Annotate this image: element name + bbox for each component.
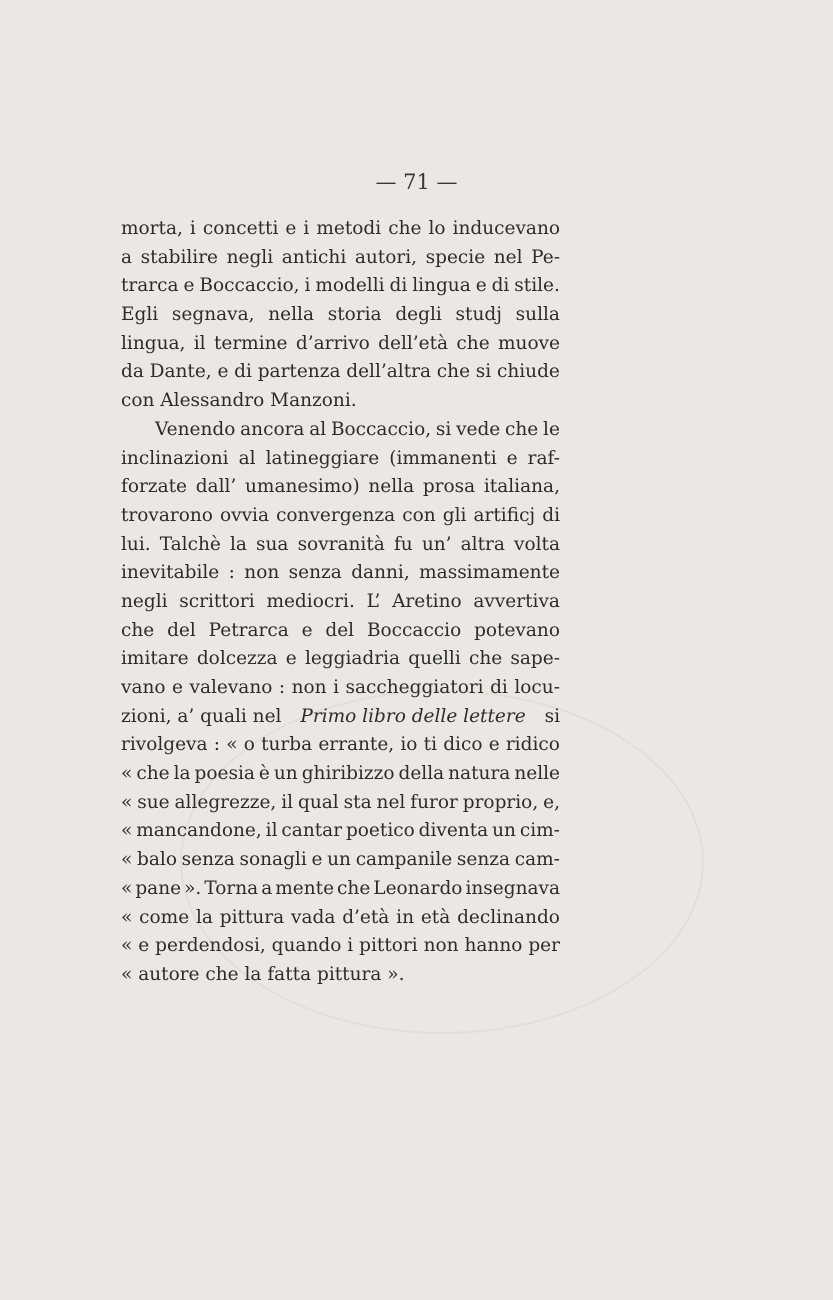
word: età xyxy=(420,906,451,928)
word: qual xyxy=(298,791,339,813)
word: ovvia xyxy=(220,504,269,526)
word: Talchè xyxy=(159,533,221,555)
word: e xyxy=(285,648,297,670)
word: che xyxy=(388,218,422,239)
text-line xyxy=(121,301,560,330)
word: sue xyxy=(137,791,170,813)
page-number: — 71 — xyxy=(375,170,458,194)
text-line xyxy=(121,645,560,674)
text-line xyxy=(121,875,560,904)
word: antichi xyxy=(281,246,347,268)
word: negli xyxy=(226,246,274,268)
word: ti xyxy=(423,734,438,756)
word: non xyxy=(291,677,327,698)
text-line xyxy=(121,588,560,617)
word: si xyxy=(475,361,492,383)
word: : xyxy=(228,562,235,584)
text-line xyxy=(121,272,560,301)
word: scrittori xyxy=(179,590,255,612)
text-line xyxy=(121,502,560,531)
text-line xyxy=(121,215,560,244)
word: di xyxy=(491,275,510,297)
word: ancora xyxy=(240,418,305,440)
word: Boccaccio, xyxy=(330,418,432,440)
word: non xyxy=(244,562,280,584)
word: Pe- xyxy=(531,246,560,268)
word: nel xyxy=(376,791,406,813)
word: per xyxy=(528,935,560,957)
word: « xyxy=(226,734,238,756)
word: mente xyxy=(275,877,335,899)
word: la xyxy=(229,533,247,555)
word: insegnava xyxy=(465,877,560,899)
paragraph-1 xyxy=(121,215,560,416)
word: con xyxy=(402,504,436,526)
word: « xyxy=(121,849,133,871)
word: ridico xyxy=(505,734,560,756)
word: Dante, xyxy=(149,361,212,383)
word: le xyxy=(543,418,560,440)
word: della xyxy=(398,763,445,785)
word: fu xyxy=(393,533,413,555)
word: come xyxy=(139,906,190,928)
word: sta xyxy=(343,791,372,813)
word: raf- xyxy=(527,447,560,469)
word: « xyxy=(121,763,133,785)
word: che xyxy=(456,332,490,354)
text-line xyxy=(121,817,560,846)
text-fragment: zioni, a’ quali nel xyxy=(121,705,282,727)
word: il xyxy=(193,332,206,354)
word: poesia xyxy=(194,763,255,785)
text-line: « autore che la fatta pittura ». xyxy=(121,963,405,985)
word: specie xyxy=(425,246,486,268)
word: che xyxy=(136,763,170,785)
text-line-with-title xyxy=(121,703,560,732)
word: che xyxy=(468,648,503,670)
text-line xyxy=(121,244,560,273)
word: dolcezza xyxy=(196,648,278,670)
word: Boccaccio xyxy=(366,619,462,641)
word: lui. xyxy=(121,533,151,555)
word: e xyxy=(506,447,518,469)
word: senza xyxy=(288,562,342,584)
word: nelle xyxy=(514,763,560,785)
word: i xyxy=(303,218,310,239)
word: furor xyxy=(410,791,458,813)
word: o xyxy=(243,734,255,756)
word: segnava, xyxy=(171,304,255,326)
body-text xyxy=(121,215,560,990)
word: studj xyxy=(455,304,502,326)
word: un xyxy=(327,849,351,871)
word: errante, xyxy=(318,734,395,756)
word: lingua xyxy=(412,275,471,297)
text-line xyxy=(121,358,560,387)
word: hanno xyxy=(464,935,523,957)
word: storia xyxy=(327,304,382,326)
text-line xyxy=(121,445,560,474)
word: e xyxy=(285,218,297,239)
word: i xyxy=(347,935,354,957)
word: avvertiva xyxy=(473,590,560,612)
word: termine xyxy=(213,332,288,354)
text-line xyxy=(121,789,560,818)
word: balo xyxy=(137,849,177,871)
word: che xyxy=(337,877,371,899)
word: modelli xyxy=(315,275,385,297)
word: mediocri. xyxy=(266,590,355,612)
word: e, xyxy=(543,791,560,813)
word: vede xyxy=(456,418,501,440)
word: sovranità xyxy=(297,533,385,555)
word: italiana, xyxy=(483,476,560,498)
word: leggiadria xyxy=(304,648,401,670)
word: la xyxy=(195,906,213,928)
word: del xyxy=(167,619,196,641)
word: che xyxy=(436,361,471,383)
word: poetico xyxy=(345,820,415,842)
word: nel xyxy=(493,246,523,268)
word: e xyxy=(172,677,183,698)
text-fragment: si xyxy=(544,705,560,727)
text-line: con Alessandro Manzoni. xyxy=(121,390,357,412)
word: ». xyxy=(184,877,202,899)
word: sulla xyxy=(515,304,560,326)
word: senza xyxy=(456,849,511,871)
word: e xyxy=(488,734,500,756)
word: la xyxy=(173,763,191,785)
word: un’ xyxy=(421,533,452,555)
word: potevano xyxy=(474,619,560,641)
word: metodi xyxy=(316,218,382,239)
word: artificj xyxy=(473,504,536,526)
word: allegrezze, xyxy=(174,791,277,813)
word: e xyxy=(138,935,150,957)
word: lingua, xyxy=(121,332,186,354)
word: sape- xyxy=(510,648,560,670)
word: senza xyxy=(181,849,235,871)
word: cim- xyxy=(519,820,560,842)
word: dall’ xyxy=(195,476,237,498)
word: dell’altra xyxy=(346,361,432,383)
word: sonagli xyxy=(239,849,307,871)
word: autori, xyxy=(354,246,418,268)
word: Venendo xyxy=(155,418,236,440)
word: diventa xyxy=(418,820,489,842)
word: ghiribizzo xyxy=(301,763,395,785)
word: saccheggiatori xyxy=(345,677,484,698)
word: cantar xyxy=(281,820,343,842)
word: umanesimo) xyxy=(245,476,360,498)
word: massimamente xyxy=(419,562,560,584)
word: altra xyxy=(460,533,505,555)
word: : xyxy=(278,677,286,698)
text-line xyxy=(121,559,560,588)
word: mancandone, xyxy=(136,820,262,842)
word: volta xyxy=(514,533,560,555)
text-line xyxy=(121,330,560,359)
word: a xyxy=(261,877,273,899)
word: Egli xyxy=(121,304,159,326)
word: vada xyxy=(291,906,336,928)
word: dico xyxy=(443,734,483,756)
word: stile. xyxy=(514,275,560,297)
word: e xyxy=(475,275,487,297)
paragraph-2 xyxy=(121,416,560,990)
text-line xyxy=(121,932,560,961)
word: dell’età xyxy=(378,332,449,354)
word: d’arrivo xyxy=(295,332,370,354)
word: vano xyxy=(121,677,166,698)
word: inevitabile xyxy=(121,562,220,584)
text-line xyxy=(121,760,560,789)
text-line xyxy=(121,904,560,933)
word: convergenza xyxy=(276,504,396,526)
word: pane xyxy=(135,877,182,899)
word: e xyxy=(301,619,313,641)
word: latineggiare xyxy=(265,447,380,469)
word: turba xyxy=(261,734,313,756)
word: declinando xyxy=(457,906,560,928)
word: e xyxy=(183,275,195,297)
word: i xyxy=(304,275,311,297)
word: danni, xyxy=(351,562,410,584)
word: muove xyxy=(498,332,560,354)
word: prosa xyxy=(422,476,476,498)
word: perdendosi, xyxy=(155,935,266,957)
word: cam- xyxy=(514,849,560,871)
word: il xyxy=(281,791,294,813)
text-line xyxy=(121,846,560,875)
word: negli xyxy=(121,590,168,612)
word: degli xyxy=(395,304,442,326)
word: sua xyxy=(256,533,289,555)
word: inclinazioni xyxy=(121,447,229,469)
word: il xyxy=(265,820,278,842)
word: « xyxy=(121,906,133,928)
word: e xyxy=(217,361,229,383)
word: trovarono xyxy=(121,504,213,526)
word: (immanenti xyxy=(389,447,497,469)
word: imitare xyxy=(121,648,189,670)
word: « xyxy=(121,935,133,957)
word: pittori xyxy=(359,935,418,957)
text-line xyxy=(121,416,560,445)
word: e xyxy=(311,849,323,871)
word: non xyxy=(423,935,459,957)
word: stabilire xyxy=(140,246,218,268)
word: un xyxy=(273,763,298,785)
text-line xyxy=(121,731,560,760)
word: i xyxy=(189,218,196,239)
word: nella xyxy=(268,304,314,326)
word: di xyxy=(490,677,508,698)
word: nella xyxy=(368,476,415,498)
word: concetti xyxy=(202,218,279,239)
word: in xyxy=(396,906,415,928)
word: di xyxy=(389,275,408,297)
word: proprio, xyxy=(462,791,539,813)
word: da xyxy=(121,361,144,383)
text-line xyxy=(121,617,560,646)
text-line xyxy=(121,674,560,703)
word: un xyxy=(492,820,516,842)
word: campanile xyxy=(355,849,453,871)
word: quelli xyxy=(408,648,461,670)
word: « xyxy=(121,820,133,842)
word: L’ xyxy=(366,590,381,612)
word: a xyxy=(121,246,133,268)
word: io xyxy=(400,734,418,756)
word: Torna xyxy=(204,877,259,899)
text-line xyxy=(121,473,560,502)
word: i xyxy=(333,677,340,698)
word: gli xyxy=(442,504,467,526)
word: natura xyxy=(448,763,511,785)
word: al xyxy=(309,418,327,440)
word: Leonardo xyxy=(373,877,463,899)
word: partenza xyxy=(257,361,341,383)
word: « xyxy=(121,791,133,813)
word: rivolgeva xyxy=(121,734,208,756)
word: di xyxy=(234,361,252,383)
word: si xyxy=(435,418,452,440)
word: quando xyxy=(271,935,342,957)
word: Aretino xyxy=(392,590,462,612)
word: pittura xyxy=(219,906,285,928)
word: « xyxy=(121,877,133,899)
word: valevano xyxy=(189,677,273,698)
word: morta, xyxy=(121,218,183,239)
word: del xyxy=(325,619,355,641)
word: che xyxy=(121,619,155,641)
word: Petrarca xyxy=(208,619,289,641)
word: forzate xyxy=(121,476,187,498)
word: lo xyxy=(428,218,446,239)
text-line xyxy=(121,531,560,560)
word: trarca xyxy=(121,275,179,297)
word: al xyxy=(238,447,256,469)
word: : xyxy=(213,734,220,756)
word: Boccaccio, xyxy=(199,275,300,297)
word: d’età xyxy=(342,906,390,928)
word: è xyxy=(258,763,270,785)
word: inducevano xyxy=(452,218,560,239)
word: locu- xyxy=(514,677,560,698)
word: che xyxy=(505,418,539,440)
word: di xyxy=(542,504,560,526)
book-title: Primo libro delle lettere xyxy=(300,705,526,727)
word: chiude xyxy=(496,361,560,383)
